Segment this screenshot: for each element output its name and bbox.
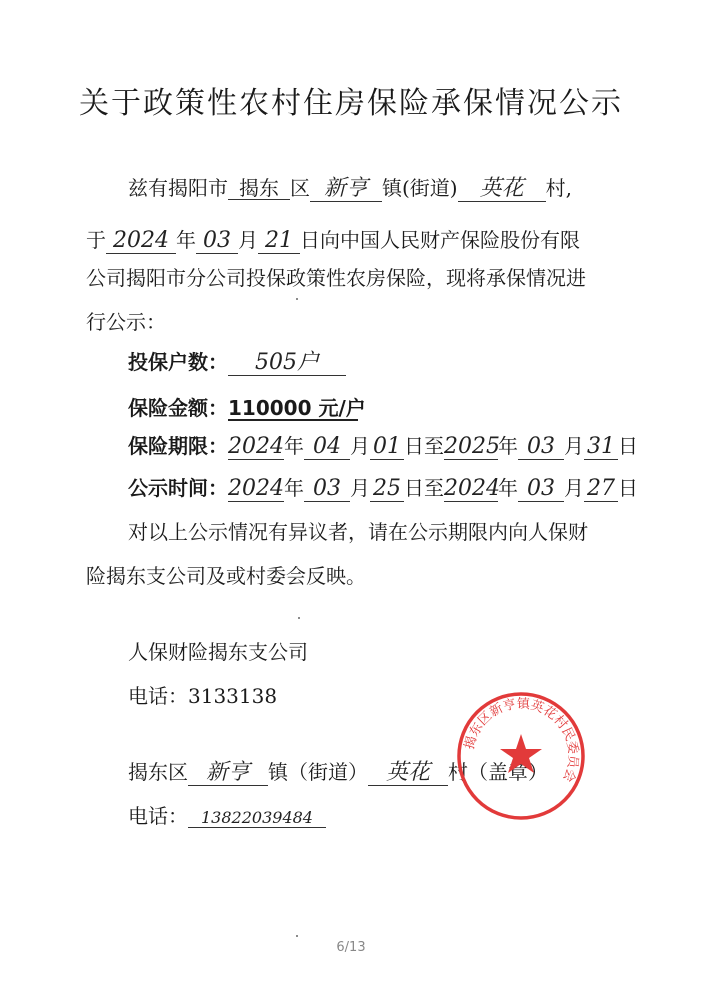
households-value: 505户: [255, 350, 319, 375]
period-start-day-value: 01: [373, 434, 401, 459]
month-value: 03: [203, 228, 231, 253]
company-phone-label: 电话：: [128, 684, 188, 708]
month-field: [196, 229, 238, 254]
intro-line-3: 公司揭阳市分公司投保政策性农房保险，现将承保情况进: [86, 266, 586, 290]
sign-phone-value: 13822039484: [201, 808, 313, 827]
period-rizhi: 日至: [404, 434, 444, 458]
notice-rizhi: 日至: [404, 476, 444, 500]
period-end-year-value: 2025: [444, 434, 500, 459]
amount-row: [128, 392, 628, 421]
period-nian-2: 年: [498, 434, 518, 458]
month-suffix: 月: [238, 228, 258, 252]
period-start-day: [370, 435, 404, 460]
period-nian-1: 年: [284, 434, 304, 458]
district-field: [228, 177, 290, 200]
period-end-day: [584, 435, 618, 460]
page-title: 关于政策性农村住房保险承保情况公示: [79, 86, 623, 121]
seal-star-icon: [500, 734, 542, 773]
sign-village-suffix: 村（盖章）: [448, 760, 548, 784]
notice-start-year: [228, 477, 284, 502]
year-field: [106, 229, 176, 254]
village-suffix: 村,: [545, 176, 572, 200]
period-start-year-value: 2024: [228, 434, 284, 459]
town-suffix: 镇(街道): [382, 176, 458, 200]
notice-end-year: [444, 477, 498, 502]
notice-time-label: 公示时间：: [128, 476, 228, 500]
sign-phone-label: 电话：: [128, 804, 188, 828]
period-yue-2: 月: [564, 434, 584, 458]
intro-line-2: [86, 224, 686, 254]
year-suffix: 年: [176, 228, 196, 252]
scan-speck: [296, 298, 298, 300]
notice-yue-2: 月: [564, 476, 584, 500]
intro-line-4: 行公示：: [86, 310, 166, 334]
period-yue-1: 月: [350, 434, 370, 458]
period-ri: 日: [618, 434, 638, 458]
sign-town-field: [188, 761, 268, 786]
scan-speck: [296, 935, 298, 937]
village-field: [458, 177, 546, 202]
sign-town-suffix: 镇（街道）: [268, 760, 368, 784]
town-field: [310, 177, 382, 202]
notice-time-row: [128, 472, 688, 502]
intro-prefix: 兹有揭阳市: [128, 176, 228, 200]
scan-speck: [298, 617, 300, 619]
sign-village-value: 英花: [385, 760, 430, 785]
period-end-year: [444, 435, 498, 460]
households-field: [228, 351, 346, 376]
notice-nian-2: 年: [498, 476, 518, 500]
amount-value: 110000 元/户: [228, 396, 366, 420]
notice-end-month-value: 03: [527, 476, 555, 501]
page-number: 6/13: [336, 940, 366, 955]
district-suffix: 区: [290, 176, 310, 200]
notice-start-day: [370, 477, 404, 502]
notice-ri: 日: [618, 476, 638, 500]
yu-text: 于: [86, 228, 106, 252]
notice-start-month-value: 03: [313, 476, 341, 501]
sign-phone-field: [188, 809, 326, 828]
notice-nian-1: 年: [284, 476, 304, 500]
period-end-day-value: 31: [587, 434, 615, 459]
notice-end-day-value: 27: [587, 476, 615, 501]
amount-field: [228, 396, 366, 421]
households-row: [128, 346, 628, 376]
day-field: [258, 229, 300, 254]
period-row: [128, 430, 688, 460]
year-value: 2024: [113, 228, 169, 253]
period-end-month: [518, 435, 564, 460]
notice-yue-1: 月: [350, 476, 370, 500]
period-start-month: [304, 435, 350, 460]
period-start-month-value: 04: [313, 434, 341, 459]
village-seal-icon: [455, 690, 587, 822]
period-label: 保险期限：: [128, 434, 228, 458]
notice-start-year-value: 2024: [228, 476, 284, 501]
intro-line-1: [128, 172, 688, 202]
company-phone-value: 3133138: [188, 684, 278, 708]
town-value: 新亨: [323, 176, 368, 201]
intro-line-2-rest: 日向中国人民财产保险股份有限: [300, 228, 580, 252]
notice-end-year-value: 2024: [444, 476, 500, 501]
period-start-year: [228, 435, 284, 460]
sign-town-value: 新亨: [205, 760, 250, 785]
sign-district-suffix: 区: [168, 760, 188, 784]
notice-start-month: [304, 477, 350, 502]
notice-end-day: [584, 477, 618, 502]
notice-end-month: [518, 477, 564, 502]
company-name: 人保财险揭东支公司: [128, 640, 308, 664]
sign-district-value: 揭东: [128, 760, 168, 784]
households-label: 投保户数：: [128, 350, 228, 374]
notice-start-day-value: 25: [373, 476, 401, 501]
sign-village-field: [368, 761, 448, 786]
village-value: 英花: [479, 176, 524, 201]
objection-line-2: 险揭东支公司及或村委会反映。: [86, 564, 366, 588]
seal-text-path: 揭东区新亨镇英花村民委员会: [462, 696, 581, 784]
day-value: 21: [265, 228, 293, 253]
district-value: 揭东: [239, 176, 279, 200]
period-end-month-value: 03: [527, 434, 555, 459]
objection-line-1: 对以上公示情况有异议者，请在公示期限内向人保财: [128, 520, 588, 544]
amount-label: 保险金额：: [128, 396, 228, 420]
